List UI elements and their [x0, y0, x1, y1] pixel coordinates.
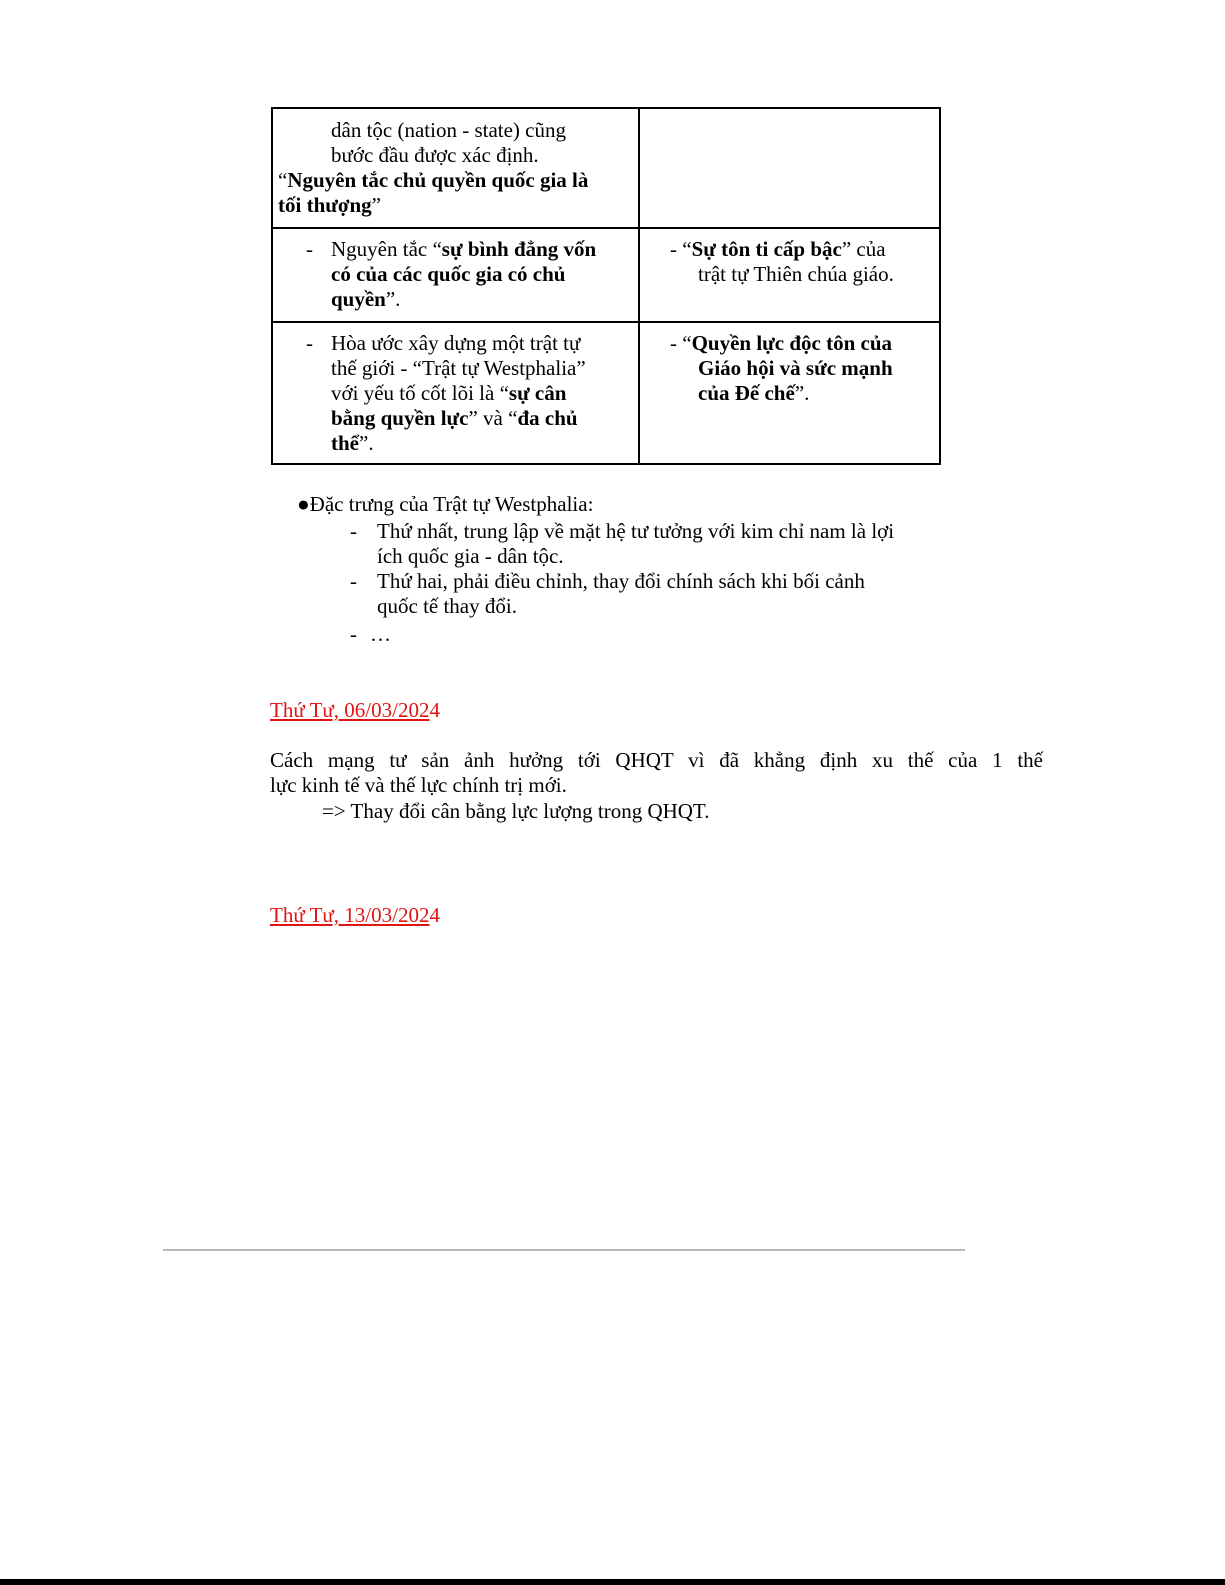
table-row3-right-line1: - “Quyền lực độc tôn của — [670, 331, 893, 355]
table-row3-left-line1: Hòa ước xây dựng một trật tự — [331, 331, 581, 355]
feature-item-1-line1: Thứ nhất, trung lập về mặt hệ tư tưởng với kim chỉ nam là lợi — [377, 519, 895, 543]
table-row3-left-line2: thế giới - “Trật tự Westphalia” — [331, 356, 586, 380]
table-row2-left-dash: - — [306, 237, 313, 261]
feature-item-3-ellipsis: … — [370, 622, 391, 646]
entry-paragraph-line1: Cách mạng tư sản ảnh hưởng tới QHQT vì đã khẳng định xu thế của 1 thế — [270, 748, 1043, 772]
table-row3-right-line3: của Đế chế”. — [698, 381, 810, 405]
table-row3-left-line5: thể”. — [331, 431, 374, 455]
table-row2-left-line1: Nguyên tắc “sự bình đẳng vốn — [331, 237, 597, 261]
table-row2-right-line1: - “Sự tôn ti cấp bậc” của — [670, 237, 886, 261]
page-bottom-edge — [0, 1579, 1225, 1585]
table-row1-left-line2: bước đầu được xác định. — [331, 143, 539, 167]
table-row2-left-line2: có của các quốc gia có chủ — [331, 262, 566, 286]
table-row1-left-line1: dân tộc (nation - state) cũng — [331, 118, 566, 142]
feature-item-2-line2: quốc tế thay đổi. — [377, 594, 517, 618]
table-row2-left-line3: quyền”. — [331, 287, 401, 311]
table-row-divider — [273, 321, 939, 323]
table-row3-left-line4: bằng quyền lực” và “đa chủ — [331, 406, 578, 430]
table-row1-principle: “Nguyên tắc chủ quyền quốc gia là — [278, 168, 589, 192]
feature-item-2-line1: Thứ hai, phải điều chỉnh, thay đổi chính sách khi bối cảnh — [377, 569, 865, 593]
table-column-divider — [638, 109, 640, 463]
table-row3-left-line3: với yếu tố cốt lõi là “sự cân — [331, 381, 567, 405]
table-row2-right-line2: trật tự Thiên chúa giáo. — [698, 262, 894, 286]
table-row3-left-dash: - — [306, 331, 313, 355]
date-heading: Thứ Tư, 13/03/2024 — [270, 903, 440, 927]
entry-conclusion: => Thay đổi cân bằng lực lượng trong QHQT. — [322, 799, 710, 823]
entry-paragraph-line2: lực kinh tế và thế lực chính trị mới. — [270, 773, 567, 797]
feature-dash: - — [350, 622, 357, 646]
table-row3-right-line2: Giáo hội và sức mạnh — [698, 356, 893, 380]
features-heading: ●Đặc trưng của Trật tự Westphalia: — [297, 492, 594, 516]
feature-dash: - — [350, 519, 357, 543]
date-heading: Thứ Tư, 06/03/2024 — [270, 698, 440, 722]
feature-dash: - — [350, 569, 357, 593]
page-footer-rule — [163, 1249, 965, 1251]
comparison-table — [271, 107, 941, 465]
table-row-divider — [273, 227, 939, 229]
feature-item-1-line2: ích quốc gia - dân tộc. — [377, 544, 564, 568]
table-row1-principle-cont: tối thượng” — [278, 193, 381, 217]
